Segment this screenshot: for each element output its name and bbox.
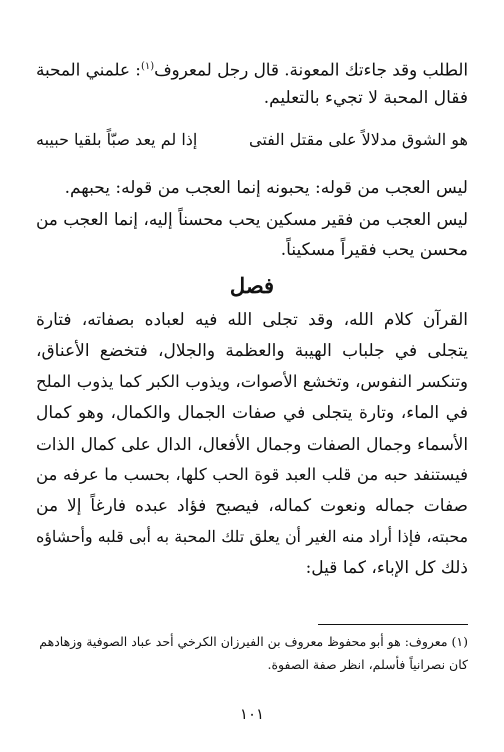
text-line-part: الطلب وقد جاءتك المعونة. قال رجل لمعروف <box>154 59 468 80</box>
text-line: فيستنفد حبه من قلب العبد قوة الحب كلها، بحسب ما عرفه من <box>36 465 468 484</box>
verse-hemistich-left: إذا لم يعد صبّاً بلقيا حبيبه <box>36 130 198 149</box>
text-line: وتنكسر النفوس، وتخشع الأصوات، ويذوب الكبر كما يذوب الملح <box>36 372 468 391</box>
text-line <box>36 54 468 83</box>
footnote-rule <box>318 624 468 625</box>
verse-hemistich-right: هو الشوق مدلالاً على مقتل الفتى <box>249 130 468 149</box>
book-page <box>36 54 468 744</box>
text-line: في الماء، وتارة يتجلى في صفات الجمال والكمال، وهو كمال <box>36 403 468 423</box>
text-line: فقال المحبة لا تجيء بالتعليم. <box>263 88 468 108</box>
footnote-marker: (١) <box>140 61 155 72</box>
text-line: محسن يحب فقيراً مسكيناً. <box>280 240 468 260</box>
text-line: صفات جماله ونعوت كماله، فيصبح فؤاد عبده فارغاً إلا من <box>36 496 468 516</box>
text-line: ليس العجب من فقير مسكين يحب محسناً إليه، إنما العجب من <box>36 209 468 229</box>
text-line-part: : علمني المحبة <box>36 59 141 80</box>
footnote-line: (١) معروف: هو أبو محفوظ معروف بن الفيرزان الكرخي أحد عباد الصوفية وزهادهم <box>39 634 468 649</box>
text-line: ذلك كل الإباء، كما قيل: <box>305 558 468 578</box>
verse-line <box>36 127 468 153</box>
text-line: الأسماء وجمال الصفات وجمال الأفعال، الدال على كمال الذات <box>36 434 468 454</box>
page-number: ١٠١ <box>239 705 265 723</box>
footnote-line: كان نصرانياً فأسلم، انظر صفة الصفوة. <box>267 657 468 672</box>
section-heading: فصل <box>229 273 275 298</box>
text-line: يتجلى في جلباب الهيبة والعظمة والجلال، فتخضع الأعناق، <box>36 341 468 361</box>
text-line: القرآن كلام الله، وقد تجلى الله فيه لعباده بصفاته، فتارة <box>36 310 468 330</box>
text-line: ليس العجب من قوله: يحبونه إنما العجب من قوله: يحبهم. <box>64 178 468 198</box>
text-line: محبته، فإذا أراد منه الغير أن يعلق تلك المحبة به أبى قلبه وأحشاؤه <box>36 527 468 546</box>
